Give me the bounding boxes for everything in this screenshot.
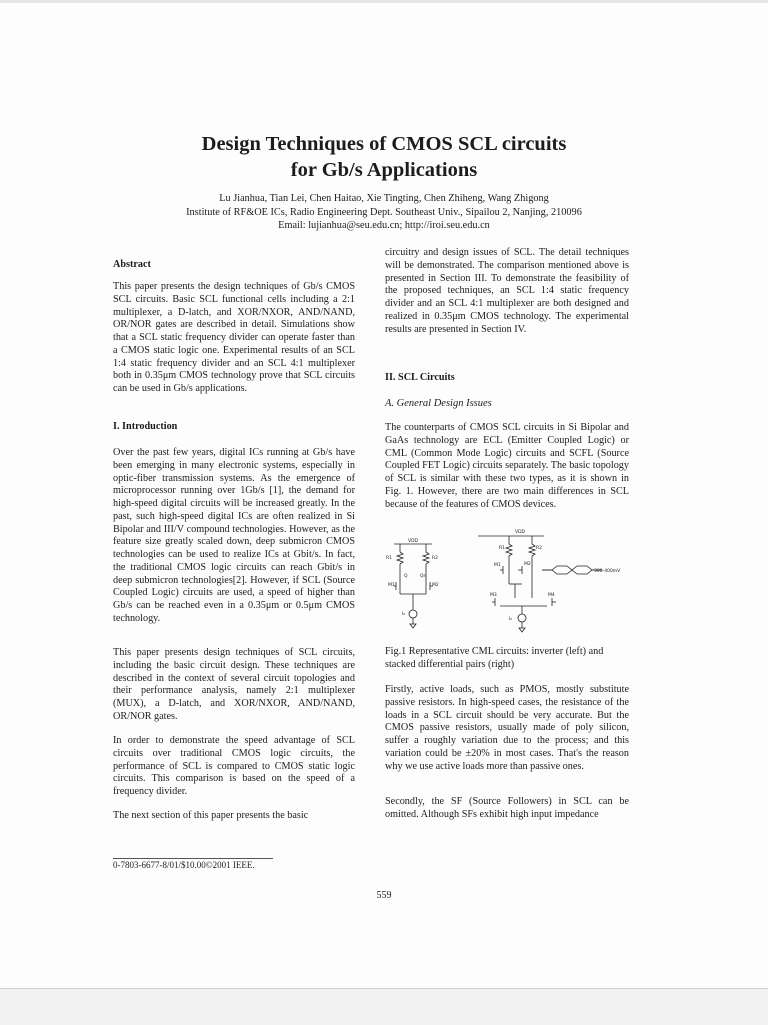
intro-paragraph-3: In order to demonstrate the speed advantage of SCL circuits over traditional CMOS logic circuits, the performance of SCL is compared to CMOS static logic circuits. This comparison is based on the speed of a frequency divider.	[113, 735, 355, 797]
intro-paragraph-4: The next section of this paper presents the basic	[113, 810, 309, 821]
label-r1-left: R1	[386, 556, 392, 561]
introduction-heading: I. Introduction	[113, 421, 178, 432]
page-top-edge	[0, 0, 768, 3]
author-affiliation: Institute of RF&OE ICs, Radio Engineering Dept. Southeast Univ., Sipailou 2, Nanjing, 210096	[186, 206, 582, 218]
label-m1-right: M1	[494, 563, 501, 568]
intro-paragraph-2: This paper presents design techniques of SCL circuits, including the basic circuit design. These techniques are described in the context of several circuit topologies and their performance analysis, namely 2:1 multiplexer (MUX), a D-latch, and XOR/NXOR, AND/NAND, OR/NOR gates.	[113, 647, 355, 722]
title-line-2: for Gb/s Applications	[290, 159, 478, 181]
label-m3: M3	[490, 593, 497, 598]
section-heading-scl: II. SCL Circuits	[385, 372, 455, 383]
subsection-heading-design: A. General Design Issues	[385, 398, 492, 409]
label-current-right: I₀	[509, 617, 513, 622]
cml-circuit-diagram	[382, 522, 632, 640]
label-qn: Qn	[420, 574, 427, 579]
author-contact: Email: lujianhua@seu.edu.cn; http://iroi.seu.edu.cn	[278, 220, 490, 231]
label-m1-left: M1	[388, 583, 395, 588]
scl-paragraph-1: The counterparts of CMOS SCL circuits in Si Bipolar and GaAs technology are ECL (Emitter Coupled Logic) or CML (Common Mode Logic) circuits and SCFL (Source Coupled FET Logic) circuits separately. The basic topology of SCL is similar with these two types, as it is shown in Fig. 1. However, there are two main differences in SCL because of the features of CMOS devices.	[385, 422, 629, 510]
scl-paragraph-3: Secondly, the SF (Source Followers) in SCL can be omitted. Although SFs exhibit high input impedance	[385, 796, 629, 820]
label-current-left: I₀	[402, 612, 406, 617]
figure-cml-circuits	[382, 522, 632, 640]
label-r1-right: R1	[499, 546, 505, 551]
label-r2-right: R2	[536, 546, 542, 551]
footnote-rule	[113, 858, 273, 859]
intro-paragraph-1: Over the past few years, digital ICs running at Gb/s have been emerging in many electronic systems, especially in optic-fiber transmission systems. As the emergence of microprocessor running over 1Gb/s [1], the demand for high-speed digital circuits will be increased greatly. In the past, such high-speed digital ICs are often realized in Si Bipolar and III/V compound technologies. However, as the feature size greatly scaled down, deep submicron CMOS technologies can be used to realize ICs at Gbit/s. In fact, the traditional CMOS logic circuits can reach Gbit/s in deep submicron technologies[2]. However, if SCL (Source Coupled Logic) circuits are used, a speed of higher than Gb/s can be reached even in a 0.35μm or 0.5μm CMOS technology.	[113, 447, 355, 624]
right-continuation-paragraph: circuitry and design issues of SCL. The detail techniques will be demonstrated. The comparison mentioned above is presented in Section III. To demonstrate the feasibility of the proposed techniques, an SCL 1:4 static frequency divider and an SCL 4:1 multiplexer are both designed and realized in 0.35μm CMOS technology. The experimental results are presented in Section IV.	[385, 247, 629, 335]
figure-caption: Fig.1 Representative CML circuits: inverter (left) and stacked differential pairs (right)	[385, 646, 604, 670]
page-number: 559	[376, 890, 392, 901]
label-r2-left: R2	[432, 556, 438, 561]
title-line-1: Design Techniques of CMOS SCL circuits	[201, 133, 567, 155]
label-vdd-right: VDD	[515, 530, 526, 535]
abstract-text: This paper presents the design techniques of Gb/s CMOS SCL circuits. Basic SCL functional cells including a 2:1 multiplexer, a D-latch, and XOR/NXOR, AND/NAND, OR/NOR gates are described in detail. Simulations show that a SCL static frequency divider can operate faster than a CMOS static logic one. Experimental results of an SCL 1:4 static frequency divider and an SCL 4:1 multiplexer both in 0.35μm CMOS technology prove that SCL circuits can be used in Gb/s applications.	[113, 281, 355, 394]
label-vdd-left: VDD	[408, 539, 419, 544]
abstract-heading: Abstract	[113, 259, 151, 270]
label-m2-right: M2	[524, 562, 531, 567]
scl-paragraph-2: Firstly, active loads, such as PMOS, mostly substitute passive resistors. In high-speed cases, the resistance of the loads in a SCL circuit should be very accurate. But the CMOS passive resistors, usually made of poly silicon, suffer a roughly variation due to the process; and this variation could be ±20% in most cases. That's the reason why we use active loads more than passive ones.	[385, 684, 629, 772]
label-swing: 300-400mV	[594, 569, 621, 574]
author-block	[60, 192, 708, 233]
label-m4: M4	[548, 593, 555, 598]
label-q: Q	[404, 574, 408, 579]
paper-title	[100, 131, 668, 183]
label-m2-left: M2	[432, 583, 439, 588]
author-names: Lu Jianhua, Tian Lei, Chen Haitao, Xie Tingting, Chen Zhiheng, Wang Zhigong	[219, 193, 549, 204]
page-bottom-edge	[0, 988, 768, 1025]
footnote-copyright: 0-7803-6677-8/01/$10.00©2001 IEEE.	[113, 860, 255, 870]
